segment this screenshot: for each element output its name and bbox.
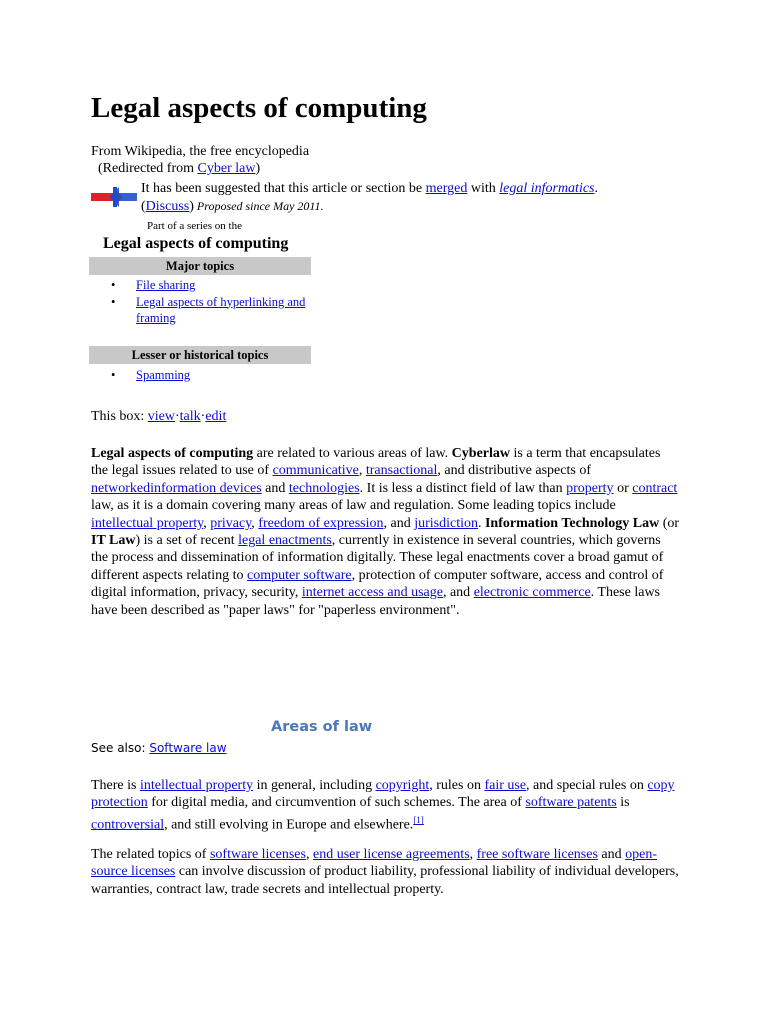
computer-software-link[interactable]: computer software (247, 567, 352, 583)
text: for digital media, and circumvention of such schemes. The area of (147, 795, 526, 811)
redirect-suffix: ) (255, 161, 261, 176)
lesser-topics-list (110, 367, 310, 384)
freedom-of-expression-link[interactable]: freedom of expression (258, 515, 384, 531)
copyright-link[interactable]: copyright (375, 778, 430, 793)
reference-link[interactable]: [1] (413, 814, 424, 825)
redirect-notice (98, 160, 260, 177)
copy-protection-link[interactable]: copy protection (91, 778, 675, 811)
areas-paragraph-1 (91, 777, 681, 834)
edit-link[interactable]: edit (205, 409, 227, 424)
spamming-link[interactable]: Spamming (136, 368, 191, 382)
text: or (613, 480, 633, 496)
page-title: Legal aspects of computing (91, 92, 427, 124)
technologies-link[interactable]: technologies (288, 480, 360, 496)
merge-text: It has been suggested that this article or section be (141, 181, 426, 196)
software-patents-link[interactable]: software patents (525, 795, 617, 811)
major-topics-heading: Major topics (89, 257, 311, 275)
networked-devices-link[interactable]: networkedinformation devices (91, 480, 262, 496)
text: , (305, 847, 313, 862)
text: The related topics of (91, 847, 210, 862)
text: , protection of computer software, access and control of digital information, privacy, security, (91, 567, 664, 601)
free-software-licenses-link[interactable]: free software licenses (476, 847, 598, 862)
text: , and distributive aspects of (437, 463, 591, 479)
text: , (469, 847, 477, 862)
software-law-link[interactable]: Software law (149, 741, 227, 755)
bold-term: IT Law (91, 533, 136, 549)
fair-use-link[interactable]: fair use (484, 778, 527, 793)
merge-arrows-icon (89, 184, 139, 210)
separator: · (200, 409, 206, 424)
bold-term: Legal aspects of computing (91, 446, 254, 461)
software-licenses-link[interactable]: software licenses (209, 847, 306, 862)
redirect-prefix: (Redirected from (98, 161, 198, 176)
separator: · (175, 409, 180, 424)
intro-paragraph (91, 445, 681, 619)
areas-paragraph-2 (91, 846, 681, 898)
proposed-since: Proposed since May 2011. (193, 199, 324, 213)
navbox-label: This box: (91, 409, 148, 424)
bold-term: Cyberlaw (451, 446, 510, 461)
source-line: From Wikipedia, the free encyclopedia (91, 144, 310, 159)
legal-informatics-link[interactable]: legal informatics (499, 181, 595, 196)
text: , and (442, 585, 474, 601)
merge-notice-line2 (141, 198, 324, 215)
jurisdiction-link[interactable]: jurisdiction (414, 515, 478, 531)
electronic-commerce-link[interactable]: electronic commerce (473, 585, 591, 601)
text: can involve discussion of product liability, professional liability of individual developers, warranties, contract law, trade secrets and intellectual property. (91, 864, 679, 897)
communicative-link[interactable]: communicative (272, 463, 359, 479)
list-item (110, 367, 310, 384)
list-item (110, 277, 310, 294)
transactional-link[interactable]: transactional (365, 463, 438, 479)
text: is (616, 795, 630, 811)
paren: ( (141, 199, 146, 214)
eula-link[interactable]: end user license agreements (312, 847, 470, 862)
section-heading-areas-of-law: Areas of law (271, 719, 373, 735)
text: law, as it is a domain covering many areas of law and regulation. Some leading topics include (91, 498, 616, 514)
text: . These laws have been described as "paper laws" for "paperless environment". (91, 585, 661, 618)
text: and (261, 480, 289, 496)
property-link[interactable]: property (566, 480, 614, 496)
see-also-line (91, 740, 227, 756)
text: , (203, 515, 211, 531)
series-caption: Part of a series on the (147, 220, 242, 232)
text: , rules on (429, 778, 485, 793)
see-also-label: See also: (91, 741, 150, 755)
text: , and still evolving in Europe and elsewhere. (164, 817, 414, 833)
merge-text: with (467, 181, 500, 196)
intellectual-property-link[interactable]: intellectual property (91, 515, 204, 531)
controversial-link[interactable]: controversial (91, 817, 165, 833)
text: (or (659, 515, 680, 531)
text: are related to various areas of law. (253, 446, 452, 461)
series-title: Legal aspects of computing (103, 235, 289, 252)
text: and (597, 847, 626, 862)
legal-enactments-link[interactable]: legal enactments (238, 533, 332, 549)
merged-link[interactable]: merged (425, 181, 468, 196)
major-topics-list (110, 277, 310, 327)
view-link[interactable]: view (147, 409, 175, 424)
text: , (251, 515, 259, 531)
internet-access-link[interactable]: internet access and usage (301, 585, 443, 601)
lesser-topics-heading: Lesser or historical topics (89, 346, 311, 364)
navbox-links (91, 408, 226, 425)
text: . It is less a distinct field of law than (359, 480, 567, 496)
text: , currently in existence in several countries, which governs the process and dissemination of information digitally. These legal enactments cover a broad gamut of different aspects relating to (91, 533, 664, 583)
text: ) is a set of recent (135, 533, 239, 549)
redirect-link[interactable]: Cyber law (197, 161, 256, 176)
contract-link[interactable]: contract (632, 480, 678, 496)
text: , and (383, 515, 415, 531)
privacy-link[interactable]: privacy (210, 515, 252, 531)
text: is a term that encapsulates the legal issues related to use of (91, 446, 661, 479)
open-source-licenses-link[interactable]: open-source licenses (91, 847, 658, 880)
text: . (477, 515, 485, 531)
merge-notice-line1 (141, 180, 598, 197)
discuss-link[interactable]: Discuss (145, 199, 190, 214)
text: There is (91, 778, 140, 793)
text: , and special rules on (526, 778, 648, 793)
intellectual-property-link[interactable]: intellectual property (139, 778, 254, 793)
text: in general, including (253, 778, 376, 793)
text: , (358, 463, 366, 479)
paren: ) (189, 199, 194, 214)
file-sharing-link[interactable]: File sharing (136, 278, 196, 292)
bold-term: Information Technology Law (484, 515, 660, 531)
talk-link[interactable]: talk (179, 409, 201, 424)
list-item (110, 294, 310, 327)
hyperlinking-link[interactable]: Legal aspects of hyperlinking and framing (136, 294, 306, 325)
merge-text: . (594, 181, 598, 196)
